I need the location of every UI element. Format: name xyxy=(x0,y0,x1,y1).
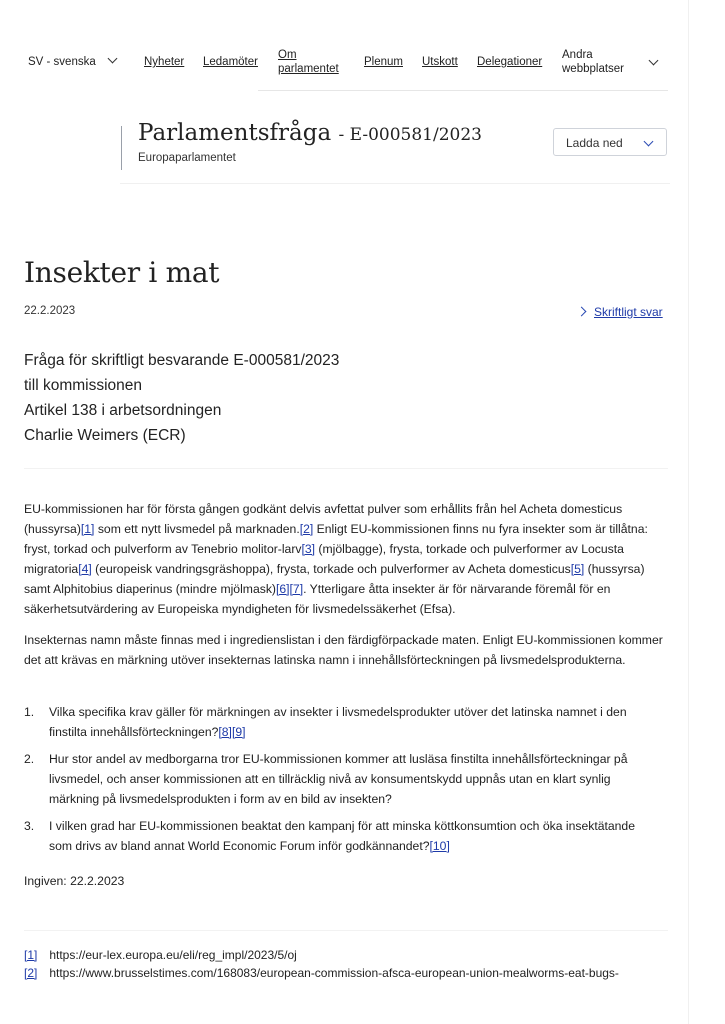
footnote-ref[interactable]: [10] xyxy=(429,839,450,853)
question-meta-line: Fråga för skriftligt besvarande E-000581/2023 xyxy=(24,352,340,369)
body-text: EU-kommissionen har för första gången godkänt delvis avfettat pulver som erhållits från hel Acheta domesticus (hussyrsa) xyxy=(24,502,623,536)
question-meta xyxy=(24,348,339,448)
header-divider xyxy=(120,183,670,184)
footnote-item xyxy=(24,966,619,980)
nav-about-line2: parlamentet xyxy=(278,63,339,75)
download-button[interactable] xyxy=(553,128,667,156)
question-text xyxy=(49,702,661,742)
footnote-ref[interactable]: [8] xyxy=(218,725,232,739)
publication-date: 22.2.2023 xyxy=(24,305,76,317)
body-text: som ett nytt livsmedel på marknaden. xyxy=(94,522,300,536)
document-reference: - E-000581/2023 xyxy=(338,125,482,145)
page-edge-line xyxy=(688,0,689,1024)
section-divider xyxy=(24,468,668,469)
nav-other-line2: webbplatser xyxy=(562,63,625,75)
nav-item-plenary[interactable]: Plenum xyxy=(364,56,403,68)
body-text: (europeisk vandringsgräshoppa), frysta, torkade och pulverformer av Acheta domesticus xyxy=(91,562,571,576)
footnote-ref[interactable]: [4] xyxy=(78,562,92,576)
page-title: Insekter i mat xyxy=(24,256,220,289)
footnote-ref[interactable]: [2] xyxy=(299,522,314,536)
footnote-ref[interactable]: [6] xyxy=(275,582,290,596)
document-type-title xyxy=(138,120,482,146)
chevron-down-icon xyxy=(108,54,118,64)
question-meta-line: till kommissionen xyxy=(24,377,143,394)
nav-item-other-websites[interactable] xyxy=(562,48,624,76)
chevron-right-icon xyxy=(577,307,587,317)
nav-about-line1: Om xyxy=(278,49,297,61)
body-text: (hussyrsa) samt Alphitobius diaperinus (mindre mjölmask) xyxy=(24,562,645,596)
language-selector[interactable] xyxy=(28,55,116,69)
footnote-url[interactable]: https://www.brusselstimes.com/168083/european-commission-afsca-european-union-mealworms-eat-bugs- xyxy=(49,966,619,980)
footnote-ref[interactable]: [5] xyxy=(570,562,585,576)
nav-item-news[interactable]: Nyheter xyxy=(144,56,185,68)
question-number: 2. xyxy=(24,752,35,766)
institution-name: Europaparlamentet xyxy=(138,152,236,164)
footnote-ref[interactable]: [9] xyxy=(231,725,246,739)
written-answer-label[interactable]: Skriftligt svar xyxy=(594,305,663,319)
chevron-down-icon[interactable] xyxy=(649,56,659,66)
footnote-back-ref[interactable]: [1] xyxy=(24,948,38,962)
chevron-down-icon xyxy=(644,137,654,147)
language-label: SV - svenska xyxy=(28,56,96,68)
nav-divider xyxy=(258,90,668,91)
nav-item-members[interactable]: Ledamöter xyxy=(203,56,258,68)
nav-item-committees[interactable]: Utskott xyxy=(422,56,458,68)
top-navigation xyxy=(28,46,668,88)
footnote-url[interactable]: https://eur-lex.europa.eu/eli/reg_impl/2023/5/oj xyxy=(49,948,297,962)
written-answer-link[interactable] xyxy=(578,305,663,319)
body-text: (mjölbagge), frysta, torkade och pulverformer av Locusta migratoria xyxy=(24,542,624,576)
question-number: 1. xyxy=(24,705,35,719)
question-number: 3. xyxy=(24,819,35,833)
nav-other-line1: Andra xyxy=(562,49,593,61)
question-text-content: I vilken grad har EU-kommissionen beaktat den kampanj för att minska köttkonsumtion och öka insektätande som drivs av bland annat World Economic Forum inför godkännandet? xyxy=(49,819,635,853)
question-text xyxy=(49,816,661,856)
question-text: Hur stor andel av medborgarna tror EU-kommissionen kommer att lusläsa finstilta innehållsförteckningar på livsmedel, och anser kommissionen att en tillräcklig nivå av konsumentskydd uppnås utan en klart synlig märkning på livsmedelsprodukten i form av en bild av insekten? xyxy=(49,752,628,806)
body-text: . Ytterligare åtta insekter är för närvarande föremål för en säkerhetsutvärdering av Europeiska myndigheten för livsmedelssäkerhet (Efsa). xyxy=(24,582,611,616)
header-accent-bar xyxy=(121,126,122,170)
question-meta-line: Artikel 138 i arbetsordningen xyxy=(24,402,222,419)
body-text: Enligt EU-kommissionen finns nu fyra insekter som är tillåtna: fryst, torkad och pulverform av Tenebrio molitor-larv xyxy=(24,522,648,556)
footnote-ref[interactable]: [3] xyxy=(301,542,316,556)
document-type: Parlamentsfråga xyxy=(138,120,332,146)
footnote-divider xyxy=(24,930,668,931)
question-meta-line: Charlie Weimers (ECR) xyxy=(24,427,186,444)
submitted-date: Ingiven: 22.2.2023 xyxy=(24,874,125,888)
footnote-back-ref[interactable]: [2] xyxy=(24,966,38,980)
nav-item-delegations[interactable]: Delegationer xyxy=(477,56,543,68)
question-text-content: Vilka specifika krav gäller för märkningen av insekter i livsmedelsprodukter utöver det latinska namnet i den finstilta innehållsförteckningen? xyxy=(49,705,627,739)
footnote-ref[interactable]: [7] xyxy=(289,582,304,596)
nav-item-about-parliament[interactable] xyxy=(278,48,339,76)
footnote-ref[interactable]: [1] xyxy=(80,522,95,536)
body-paragraph-1 xyxy=(24,499,664,619)
body-paragraph-2: Insekternas namn måste finnas med i ingredienslistan i den färdigförpackade maten. Enligt EU-kommissionen kommer det att krävas en märkning utöver insekternas latinska namn i innehållsförteckningen på livsmedelsprodukterna. xyxy=(24,633,663,667)
download-button-label: Ladda ned xyxy=(566,136,623,150)
footnote-item xyxy=(24,948,297,962)
